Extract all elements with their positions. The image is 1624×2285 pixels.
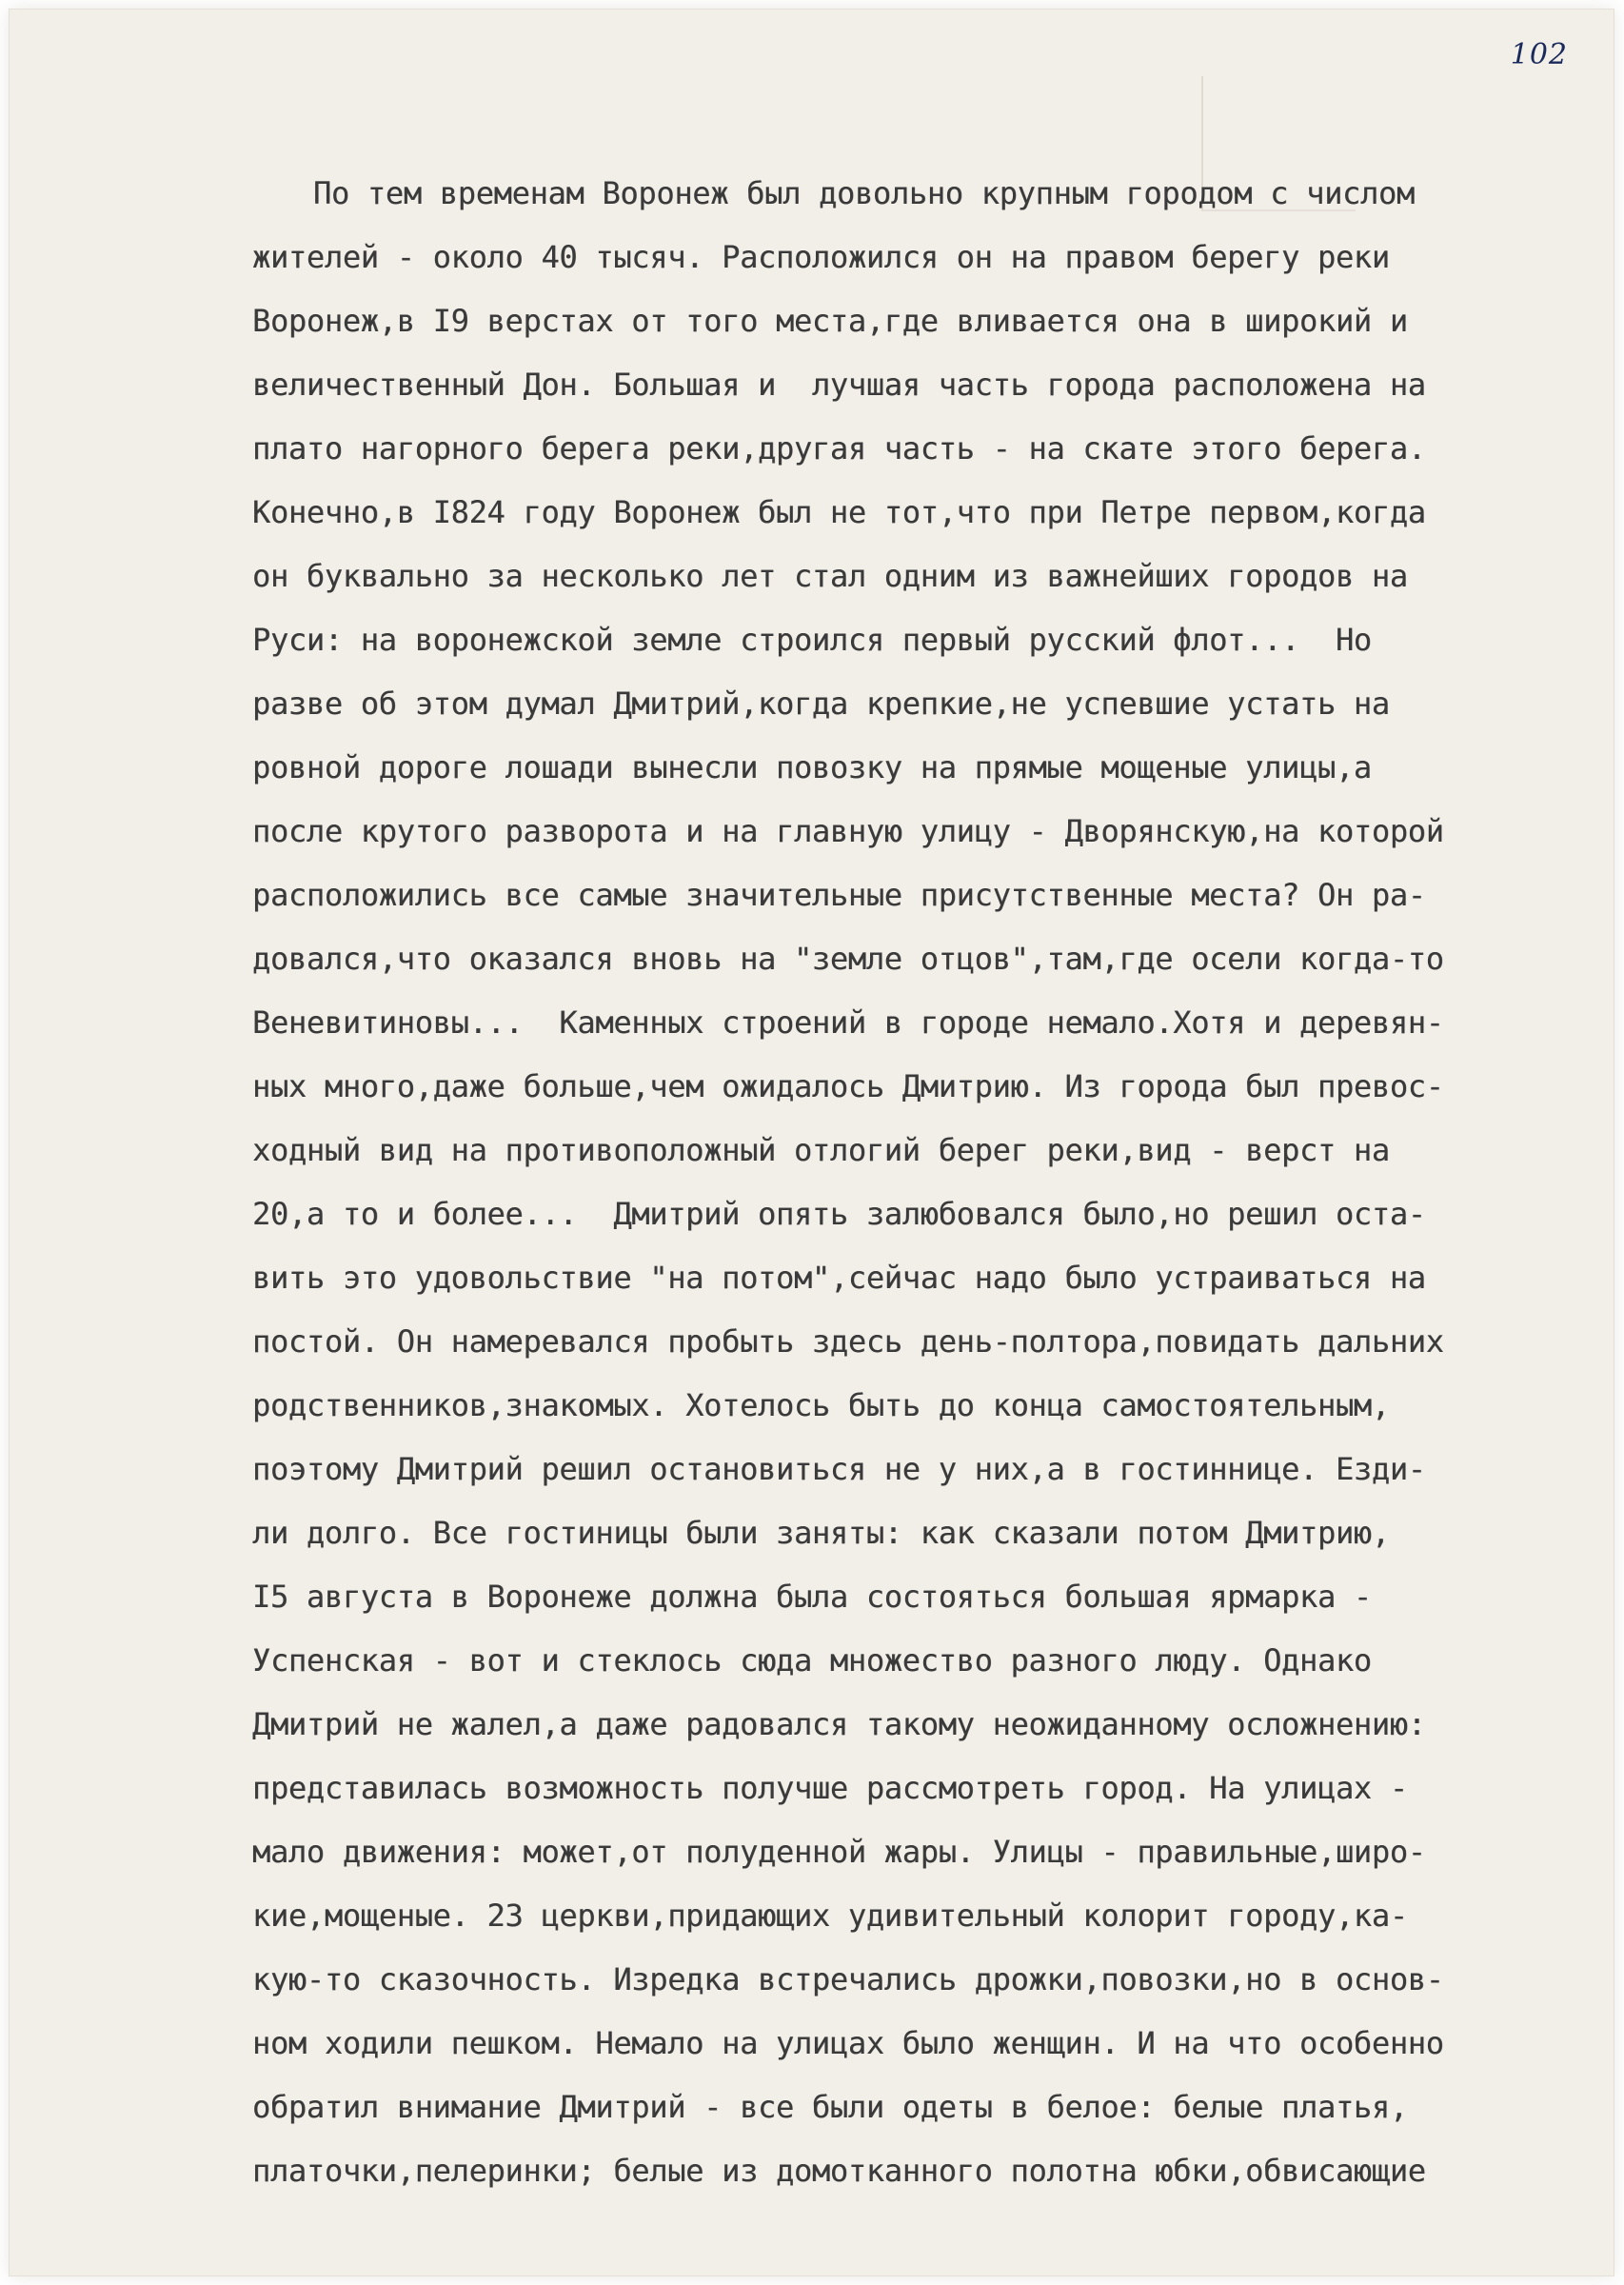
text-line: 20,а то и более... Дмитрий опять залюбовался было,но решил оста- <box>252 1196 1426 1232</box>
text-line: обратил внимание Дмитрий - все были одеты в белое: белые платья, <box>252 2089 1408 2125</box>
text-line: ходный вид на противоположный отлогий берег реки,вид - верст на <box>252 1132 1390 1168</box>
text-line: мало движения: может,от полуденной жары. Улицы - правильные,широ- <box>252 1834 1426 1870</box>
text-line: после крутого разворота и на главную улицу - Дворянскую,на которой <box>252 813 1444 849</box>
text-line: Воронеж,в I9 верстах от того места,где вливается она в широкий и <box>252 303 1408 339</box>
text-line: плато нагорного берега реки,другая часть - на скате этого берега. <box>252 430 1426 467</box>
text-line: Конечно,в I824 году Воронеж был не тот,что при Петре первом,когда <box>252 494 1426 530</box>
text-line: разве об этом думал Дмитрий,когда крепкие,не успевшие устать на <box>252 686 1390 722</box>
text-line: ном ходили пешком. Немало на улицах было женщин. И на что особенно <box>252 2025 1444 2061</box>
page-number: 102 <box>1510 38 1568 71</box>
text-line: представилась возможность получше рассмотреть город. На улицах - <box>252 1770 1408 1806</box>
text-line: I5 августа в Воронеже должна была состояться большая ярмарка - <box>252 1579 1372 1615</box>
document-page <box>10 10 1614 2275</box>
text-line: Дмитрий не жалел,а даже радовался такому неожиданному осложнению: <box>252 1706 1426 1742</box>
text-line: платочки,пелеринки; белые из домотканного полотна юбки,обвисающие <box>252 2153 1426 2189</box>
text-line: поэтому Дмитрий решил остановиться не у них,а в гостиннице. Езди- <box>252 1451 1426 1487</box>
text-line: ли долго. Все гостиницы были заняты: как сказали потом Дмитрию, <box>252 1515 1390 1551</box>
text-line: По тем временам Воронеж был довольно крупным городом с числом <box>313 175 1415 211</box>
text-line: кую-то сказочность. Изредка встречались дрожки,повозки,но в основ- <box>252 1961 1444 1997</box>
text-line: постой. Он намеревался пробыть здесь день-полтора,повидать дальних <box>252 1323 1444 1360</box>
text-line: кие,мощеные. 23 церкви,придающих удивительный колорит городу,ка- <box>252 1898 1408 1934</box>
text-line: жителей - около 40 тысяч. Расположился он на правом берегу реки <box>252 239 1390 275</box>
text-line: ных много,даже больше,чем ожидалось Дмитрию. Из города был превос- <box>252 1068 1444 1104</box>
text-line: Веневитиновы... Каменных строений в городе немало.Хотя и деревян- <box>252 1004 1444 1041</box>
text-line: Руси: на воронежской земле строился первый русский флот... Но <box>252 622 1372 658</box>
text-line: вить это удовольствие "на потом",сейчас надо было устраиваться на <box>252 1260 1426 1296</box>
text-line: Успенская - вот и стеклось сюда множество разного люду. Однако <box>252 1642 1372 1679</box>
text-line: величественный Дон. Большая и лучшая часть города расположена на <box>252 367 1426 403</box>
text-line: родственников,знакомых. Хотелось быть до конца самостоятельным, <box>252 1387 1390 1423</box>
text-line: расположились все самые значительные присутственные места? Он ра- <box>252 877 1426 913</box>
text-line: довался,что оказался вновь на "земле отцов",там,где осели когда-то <box>252 941 1444 977</box>
typed-text-body <box>252 162 1604 2203</box>
text-line: ровной дороге лошади вынесли повозку на прямые мощеные улицы,а <box>252 749 1372 785</box>
text-line: он буквально за несколько лет стал одним из важнейших городов на <box>252 558 1408 594</box>
